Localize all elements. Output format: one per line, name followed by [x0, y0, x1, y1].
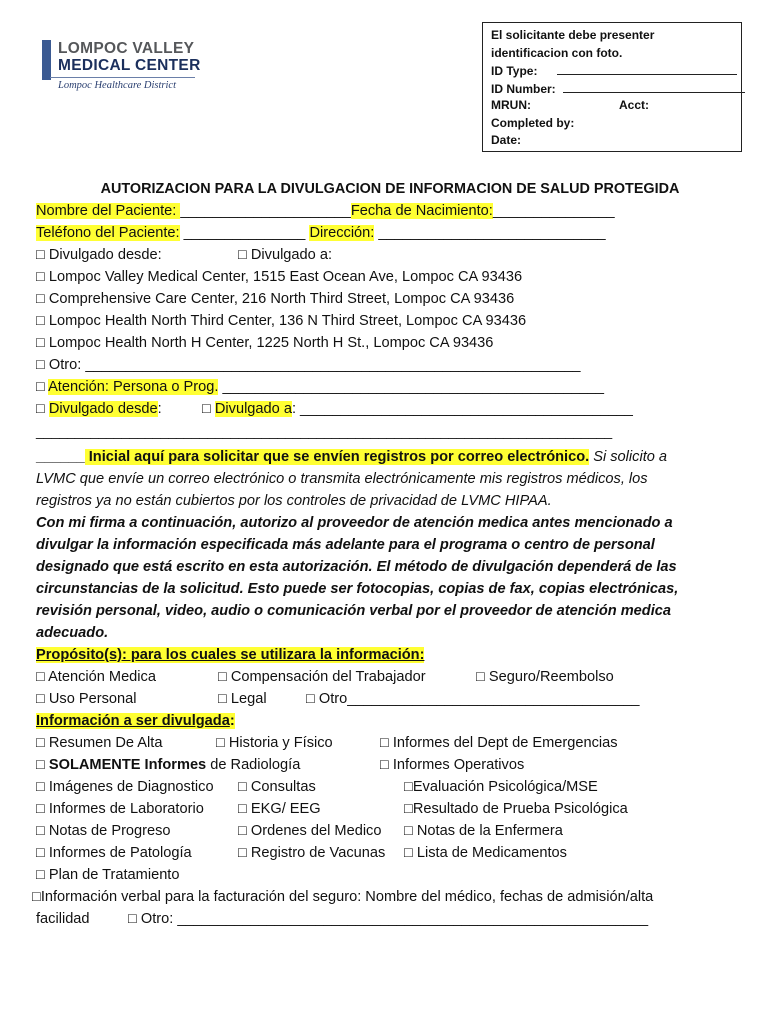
email-note-3: registros ya no están cubiertos por los controles de privacidad de LVMC HIPAA.	[36, 493, 552, 509]
email-note-2: LVMC que envíe un correo electrónico o transmita electrónicamente mis registros médicos, los	[36, 471, 648, 487]
info-option[interactable]: □ Consultas	[238, 779, 316, 795]
info-option[interactable]: □ Registro de Vacunas	[238, 845, 386, 861]
address-label: Dirección:	[309, 225, 375, 241]
disclosed-from-checkbox-2[interactable]: □	[36, 401, 49, 417]
disclosed-to-field-2[interactable]: : _________________________________________	[291, 401, 633, 417]
info-option[interactable]: □ Notas de la Enfermera	[404, 823, 563, 839]
radiology-bold-label: SOLAMENTE Informes	[48, 757, 207, 773]
consent-line: circunstancias de la solicitud. Esto puede ser fotocopias, copias de fax, copias electrónicas,	[36, 581, 679, 597]
email-initial-field[interactable]: ______	[36, 449, 85, 465]
info-option[interactable]: □ Historia y Físico	[216, 735, 333, 751]
facility-option[interactable]: □ Lompoc Health North H Center, 1225 North H St., Lompoc CA 93436	[36, 335, 494, 351]
date-label: Date:	[491, 133, 522, 147]
purpose-title: Propósito(s): para los cuales se utilizara la información:	[36, 647, 425, 663]
disclosed-from-checkbox[interactable]: □ Divulgado desde:	[36, 247, 162, 263]
date-row	[491, 132, 733, 150]
logo-line-3: Lompoc Healthcare District	[58, 80, 177, 91]
logo-divider	[50, 77, 195, 78]
info-row	[36, 776, 744, 798]
facility-option[interactable]: □ Comprehensive Care Center, 216 North Third Street, Lompoc CA 93436	[36, 291, 515, 307]
info-title-colon: :	[229, 713, 235, 729]
facility-label: facilidad	[36, 911, 90, 927]
info-row	[36, 732, 744, 754]
info-option[interactable]: □ Lista de Medicamentos	[404, 845, 567, 861]
info-option[interactable]: □Evaluación Psicológica/MSE	[404, 779, 598, 795]
radiology-checkbox[interactable]: □	[36, 757, 49, 773]
info-option[interactable]: □ Informes de Laboratorio	[36, 801, 204, 817]
id-type-row	[491, 62, 733, 80]
treatment-plan-checkbox[interactable]: □ Plan de Tratamiento	[36, 867, 180, 883]
disclosed-to-label-2: Divulgado a	[214, 401, 292, 417]
attention-checkbox[interactable]: □	[36, 379, 49, 395]
disclosed-row	[36, 244, 744, 266]
email-initial-row	[36, 446, 744, 468]
info-option[interactable]: □ Notas de Progreso	[36, 823, 171, 839]
info-row	[36, 842, 744, 864]
dob-label: Fecha de Nacimiento:	[350, 203, 493, 219]
disclosed-row-2	[36, 398, 744, 420]
verbal-info-checkbox[interactable]: □Información verbal para la facturación del seguro: Nombre del médico, fechas de admisión/alta	[32, 889, 654, 905]
info-option[interactable]: □ Informes Operativos	[380, 757, 525, 773]
facility-option[interactable]: □ Lompoc Health North Third Center, 136 N Third Street, Lompoc CA 93436	[36, 313, 527, 329]
consent-line: designado que está escrito en esta autorización. El método de divulgación dependerá de las	[36, 559, 677, 575]
id-verification-box	[482, 22, 742, 152]
acct-label: Acct:	[619, 98, 650, 112]
id-number-label: ID Number:	[491, 81, 556, 96]
dob-field[interactable]: _______________	[492, 203, 615, 219]
info-option[interactable]: □ EKG/ EEG	[238, 801, 321, 817]
phone-label: Teléfono del Paciente:	[36, 225, 180, 241]
phone-address-row	[36, 222, 744, 244]
completed-by-row	[491, 115, 733, 133]
info-option[interactable]: □ Informes del Dept de Emergencias	[380, 735, 618, 751]
purpose-medical-checkbox[interactable]: □ Atención Medica	[36, 669, 156, 685]
other-facility-field[interactable]: □ Otro: _____________________________________________________________	[36, 357, 581, 373]
attention-label: Atención: Persona o Prog.	[48, 379, 219, 395]
completed-by-label: Completed by:	[491, 115, 575, 130]
disclosed-from-label-2: Divulgado desde	[48, 401, 158, 417]
mrun-row	[491, 97, 733, 115]
facility-other-field[interactable]: □ Otro: __________________________________________________________	[128, 911, 649, 927]
id-type-label: ID Type:	[491, 64, 538, 78]
attention-row	[36, 376, 744, 398]
logo-line-2: MEDICAL CENTER	[58, 57, 201, 74]
info-row	[36, 754, 744, 776]
purpose-insurance-checkbox[interactable]: □ Seguro/Reembolso	[476, 669, 614, 685]
consent-line: divulgar la información especificada más adelante para el programa o centro de personal	[36, 537, 655, 553]
consent-line: adecuado.	[36, 625, 109, 641]
attention-field[interactable]: _______________________________________________	[218, 379, 604, 395]
blank-full-line[interactable]: __________________________________________________________________________	[36, 423, 613, 439]
form-title: AUTORIZACION PARA LA DIVULGACION DE INFORMACION DE SALUD PROTEGIDA	[100, 181, 680, 197]
id-box-line-2: identificacion con foto.	[491, 45, 623, 60]
disclosed-to-checkbox[interactable]: □ Divulgado a:	[238, 247, 332, 263]
consent-line: Con mi firma a continuación, autorizo al proveedor de atención medica antes mencionado a	[36, 515, 673, 531]
info-row	[36, 820, 744, 842]
id-box-line-1: El solicitante debe presenter	[491, 28, 655, 42]
address-field[interactable]: ____________________________	[374, 225, 606, 241]
info-option[interactable]: □Resultado de Prueba Psicológica	[404, 801, 628, 817]
patient-name-row	[36, 200, 744, 222]
purpose-personal-checkbox[interactable]: □ Uso Personal	[36, 691, 137, 707]
patient-name-label: Nombre del Paciente:	[36, 203, 181, 219]
purpose-legal-checkbox[interactable]: □ Legal	[218, 691, 267, 707]
email-note-1: Si solicito a	[589, 449, 668, 465]
mrun-label: MRUN:	[491, 98, 531, 112]
authorization-form	[32, 178, 744, 930]
info-option[interactable]: □ Informes de Patología	[36, 845, 192, 861]
email-initial-label: Inicial aquí para solicitar que se envíen registros por correo electrónico.	[84, 449, 590, 465]
info-option[interactable]: □ Resumen De Alta	[36, 735, 163, 751]
facility-option[interactable]: □ Lompoc Valley Medical Center, 1515 East Ocean Ave, Lompoc CA 93436	[36, 269, 523, 285]
info-row	[36, 798, 744, 820]
info-option[interactable]: □ Ordenes del Medico	[238, 823, 382, 839]
disclosed-to-checkbox-2[interactable]: □	[202, 401, 215, 417]
info-title: Información a ser divulgada	[36, 713, 230, 729]
facility-other-row	[36, 908, 744, 930]
logo-bar	[42, 40, 51, 80]
purpose-other-field[interactable]: □ Otro____________________________________	[306, 691, 640, 707]
phone-field[interactable]: _______________	[179, 225, 310, 241]
info-option[interactable]: □ Imágenes de Diagnostico	[36, 779, 214, 795]
consent-line: revisión personal, video, audio o comunicación verbal por el proveedor de atención medica	[36, 603, 671, 619]
patient-name-field[interactable]: _____________________	[180, 203, 351, 219]
purpose-row	[36, 688, 744, 710]
id-number-field[interactable]	[563, 80, 745, 93]
id-type-field[interactable]	[557, 62, 737, 75]
logo-line-1: LOMPOC VALLEY	[58, 40, 195, 57]
id-number-row	[491, 80, 733, 98]
lvmc-logo	[42, 40, 202, 100]
purpose-workers-comp-checkbox[interactable]: □ Compensación del Trabajador	[218, 669, 426, 685]
radiology-label: de Radiología	[206, 757, 301, 773]
purpose-row	[36, 666, 744, 688]
disclosed-from-colon: :	[157, 401, 162, 417]
